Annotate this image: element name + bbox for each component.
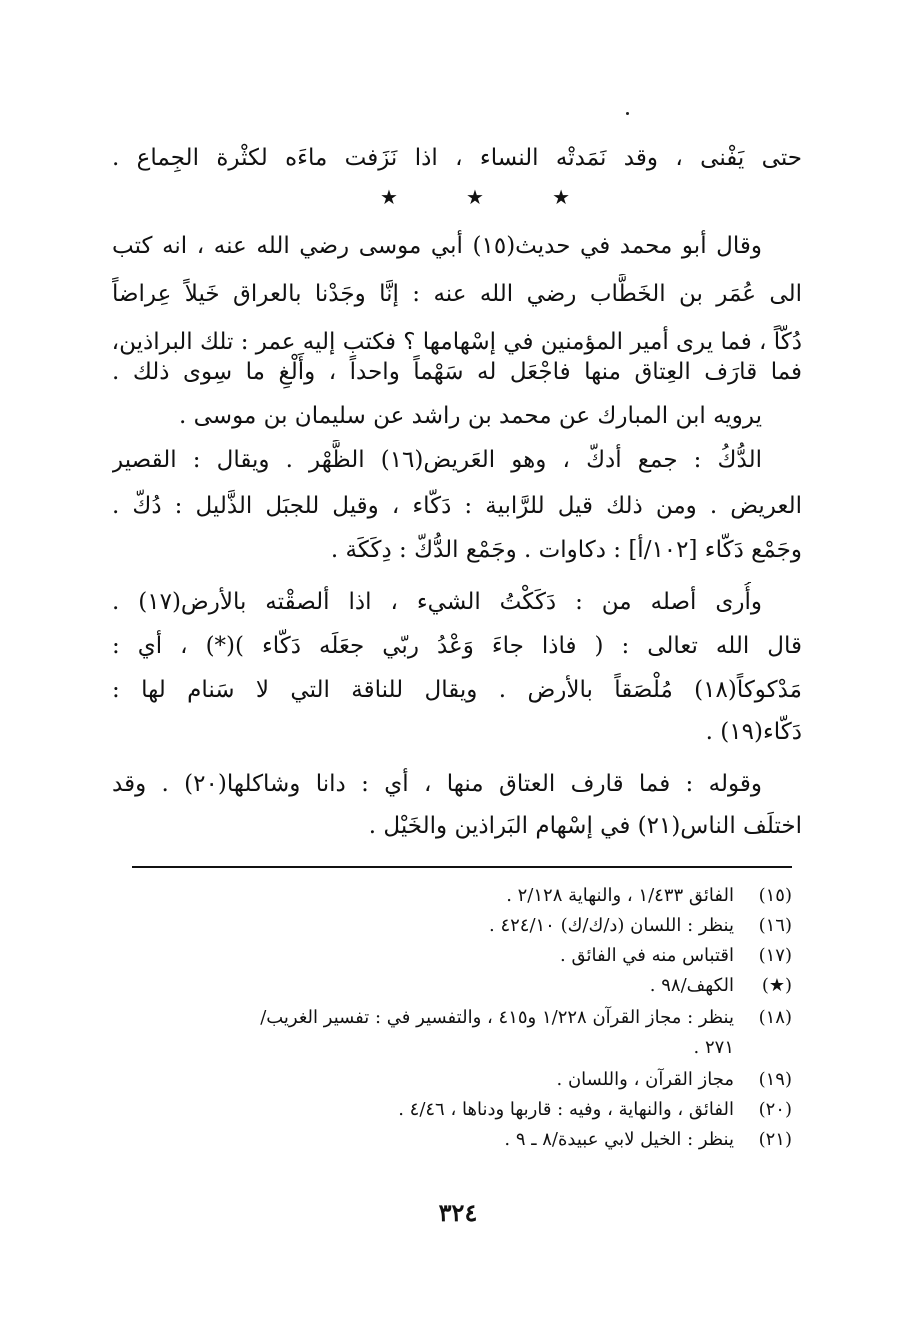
paragraph-3-line-3: وجَمْع دَكّاء [١٠٢/أ] : دكاوات . وجَمْع الدُّكّ : دِكَكَة .: [330, 537, 802, 563]
footnote-text: مجاز القرآن ، واللسان .: [556, 1069, 734, 1090]
page-number: ٣٢٤: [438, 1198, 478, 1227]
paragraph-3-line-1: الدُّكُ : جمع أدكّ ، وهو العَريض(١٦) الظَّهْر . ويقال : القصير: [112, 447, 762, 473]
footnote-text: ينظر : مجاز القرآن ١/٢٢٨ و٤١٥ ، والتفسير في : تفسير الغريب/: [260, 1007, 734, 1028]
footnote-20: [122, 1096, 792, 1124]
footnote-15: [122, 882, 792, 910]
section-separator: [380, 182, 570, 212]
star-icon: ★: [552, 185, 570, 209]
paragraph-4-line-2: قال الله تعالى : ( فاذا جاءَ وَعْدُ ربّي جعَلَه دَكّاء )(*) ، أي :: [112, 633, 802, 659]
footnote-18-continuation: ٢٧١ .: [693, 1037, 734, 1058]
paragraph-4-line-3: مَدْكوكاً(١٨) مُلْصَقاً بالأرض . ويقال للناقة التي لا سَنام لها :: [112, 677, 802, 703]
footnote-number: (٢٠): [758, 1099, 792, 1120]
footnote-number: (١٨): [758, 1007, 792, 1028]
footnote-number: (١٦): [758, 915, 792, 936]
paragraph-1-line-2: الى عُمَر بن الخَطَّاب رضي الله عنه : إنَّا وجَدْنا بالعراق خَيلاً عِراضاً: [112, 281, 802, 307]
footnote-18: [122, 1004, 792, 1032]
footnote-21: [122, 1126, 792, 1154]
footnote-star: [122, 972, 792, 1000]
footnote-text: ينظر : الخيل لابي عبيدة/٨ ـ ٩ .: [504, 1129, 734, 1150]
star-icon: ★: [466, 185, 484, 209]
paragraph-4-line-4: دَكّاء(١٩) .: [705, 719, 802, 745]
footnote-divider: [132, 866, 792, 868]
footnote-number: (١٩): [758, 1069, 792, 1090]
paragraph-2-line-1: يرويه ابن المبارك عن محمد بن راشد عن سليمان بن موسى .: [179, 403, 762, 429]
footnote-text: الفائق ، والنهاية ، وفيه : قاربها ودناها ، ٤/٤٦ .: [398, 1099, 734, 1120]
footnote-text: الفائق ١/٤٣٣ ، والنهاية ٢/١٢٨ .: [506, 885, 734, 906]
footnote-number: (١٥): [758, 885, 792, 906]
text-line-top: حتى يَفْنى ، وقد نَمَدتْه النساء ، اذا نَزَفت ماءَه لكثْرة الجِماع .: [112, 145, 802, 171]
paragraph-4-line-1: وأُرى أصله من : دَكَكْتُ الشيء ، اذا ألصقْته بالأرض(١٧) .: [112, 589, 762, 615]
paragraph-5-line-2: اختلَف الناس(٢١) في إسْهام البَراذين والخَيْل .: [368, 813, 802, 839]
footnote-text: ينظر : اللسان (د/ك/ك) ٤٢٤/١٠ .: [488, 915, 734, 936]
paragraph-3-line-2: العريض . ومن ذلك قيل للرَّابية : دَكّاء ، وقيل للجبَل الذَّليل : دُكّ .: [112, 493, 802, 519]
paragraph-5-line-1: وقوله : فما قارف العتاق منها ، أي : دانا وشاكلها(٢٠) . وقد: [112, 771, 762, 797]
star-icon: ★: [380, 185, 398, 209]
ink-speck: [626, 112, 629, 115]
footnote-number: (★): [761, 975, 792, 996]
footnote-16: [122, 912, 792, 940]
footnote-number: (٢١): [758, 1129, 792, 1150]
footnote-17: [122, 942, 792, 970]
paragraph-1-line-4: فما قارَف العِتاق منها فاجْعَل له سَهْماً واحداً ، وأَلْغِ ما سِوى ذلك .: [112, 359, 802, 385]
footnote-number: (١٧): [758, 945, 792, 966]
footnote-text: الكهف/٩٨ .: [649, 975, 734, 996]
footnote-19: [122, 1066, 792, 1094]
paragraph-1-line-3: دُكّاً ، فما يرى أمير المؤمنين في إسْهامها ؟ فكتب إليه عمر : تلك البراذين،: [112, 329, 802, 355]
footnote-text: اقتباس منه في الفائق .: [560, 945, 734, 966]
paragraph-1-line-1: وقال أبو محمد في حديث(١٥) أبي موسى رضي الله عنه ، انه كتب: [112, 233, 762, 259]
